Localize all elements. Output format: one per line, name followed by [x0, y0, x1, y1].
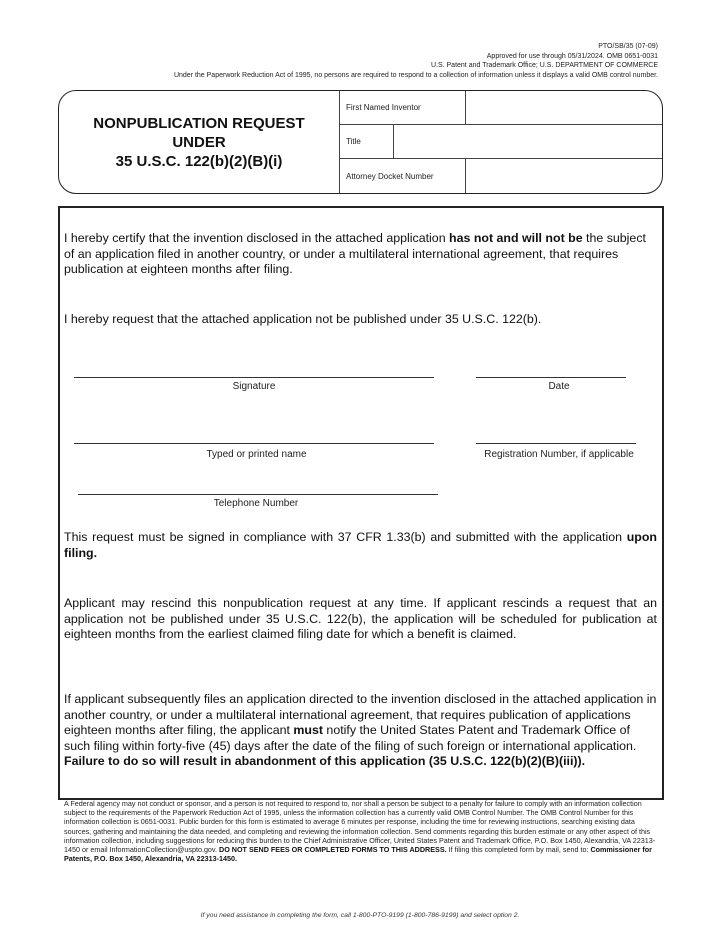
attorney-docket-field[interactable]	[466, 158, 662, 194]
certification-emphasis: has not and will not be	[449, 231, 583, 245]
form-title	[59, 91, 339, 193]
mail-instruction: If filing this completed form by mail, send to:	[446, 845, 591, 855]
certification-text: I hereby certify that the invention disclosed in the attached application	[64, 231, 450, 245]
attorney-docket-label: Attorney Docket Number	[346, 172, 434, 181]
foreign-filing-paragraph	[64, 692, 657, 770]
registration-number-label: Registration Number, if applicable	[484, 449, 634, 460]
rescind-paragraph: Applicant may rescind this nonpublication request at any time. If applicant rescinds a request that an application not be published under 35 U.S.C. 122(b), the application will be scheduled for publication at eighteen months from the earliest claimed filing date for which a benefit is claimed.	[64, 596, 657, 641]
date-line[interactable]	[476, 377, 626, 378]
attorney-docket-row	[340, 158, 662, 194]
form-title-line1: NONPUBLICATION REQUEST	[93, 114, 305, 132]
registration-number-line[interactable]	[476, 443, 636, 444]
no-fees-warning: DO NOT SEND FEES OR COMPLETED FORMS TO THIS ADDRESS.	[219, 845, 447, 855]
telephone-line[interactable]	[78, 494, 438, 495]
burden-text: A Federal agency may not conduct or sponsor, and a person is not required to respond to, nor shall a person be subject to a penalty for failure to comply with an information collection subject to the requirements of the Paperwork Reduction Act of 1995, unless the information collection has a currently valid OMB Control Number. The OMB Control Number for this information collection is 0651-0031. Public burden for this form is estimated to average 6 minutes per response, including the time for reviewing instructions, searching existing data sources, gathering and maintaining the data needed, and completing and reviewing the information collection. Send comments regarding this burden estimate or any other aspect of this information collection, including suggestions for reducing this burden to the Chief Administrative Officer, United States Patent and Trademark Office, P.O. Box 1450, Alexandria, VA 22313-1450 or email InformationCollection@uspto.gov.	[64, 799, 656, 855]
title-row	[340, 124, 662, 159]
compliance-text: This request must be signed in compliance with 37 CFR 1.33(b) and submitted with the application	[64, 530, 627, 544]
compliance-paragraph	[64, 530, 657, 561]
application-info-fields	[339, 91, 662, 193]
foreign-filing-must: must	[293, 723, 323, 737]
foreign-filing-text-cont: notify the United States Patent and Trademark Office of such filing within forty-five (45) days after the date of the filing of such foreign or international application.	[64, 723, 637, 753]
certification-paragraph	[64, 231, 656, 278]
assistance-line: If you need assistance in completing the form, call 1-800-PTO-9199 (1-800-786-9199) and select option 2.	[200, 912, 520, 919]
burden-statement	[64, 799, 662, 863]
signature-label: Signature	[232, 381, 276, 392]
paperwork-notice: Under the Paperwork Reduction Act of 1995, no persons are required to respond to a collection of information unless it displays a valid OMB control number.	[173, 72, 658, 79]
first-named-inventor-field[interactable]	[466, 91, 662, 124]
date-label: Date	[548, 381, 570, 392]
title-label: Title	[346, 137, 361, 146]
request-paragraph: I hereby request that the attached application not be published under 35 U.S.C. 122(b).	[64, 312, 542, 326]
telephone-label: Telephone Number	[213, 498, 299, 509]
approval-line: Approved for use through 05/31/2024. OMB 0651-0031	[486, 53, 658, 60]
typed-name-label: Typed or printed name	[206, 449, 307, 460]
title-field[interactable]	[394, 124, 662, 158]
mailing-address: Commissioner for Patents, P.O. Box 1450, Alexandria, VA 22313-1450.	[64, 845, 652, 864]
compliance-emphasis: upon filing.	[64, 530, 657, 560]
abandonment-warning: Failure to do so will result in abandonment of this application (35 U.S.C. 122(b)(2)(B)(iii)).	[64, 754, 586, 768]
form-title-line2: UNDER	[172, 133, 226, 151]
form-number: PTO/SB/35 (07-09)	[598, 43, 658, 50]
form-title-line3: 35 U.S.C. 122(b)(2)(B)(i)	[115, 152, 283, 170]
office-line: U.S. Patent and Trademark Office; U.S. DEPARTMENT OF COMMERCE	[430, 62, 658, 69]
certification-text-cont: the subject of an application filed in another country, or under a multilateral international agreement, that requires publication at eighteen months after filing.	[64, 231, 646, 276]
signature-line[interactable]	[74, 377, 434, 378]
foreign-filing-text: If applicant subsequently files an application directed to the invention disclosed in the attached application in another country, or under a multilateral international agreement, that requires publication of applications eighteen months after filing, the applicant	[64, 692, 657, 737]
typed-name-line[interactable]	[74, 443, 434, 444]
first-named-inventor-label: First Named Inventor	[346, 103, 421, 112]
title-box	[58, 90, 663, 194]
first-named-inventor-row	[340, 91, 662, 125]
